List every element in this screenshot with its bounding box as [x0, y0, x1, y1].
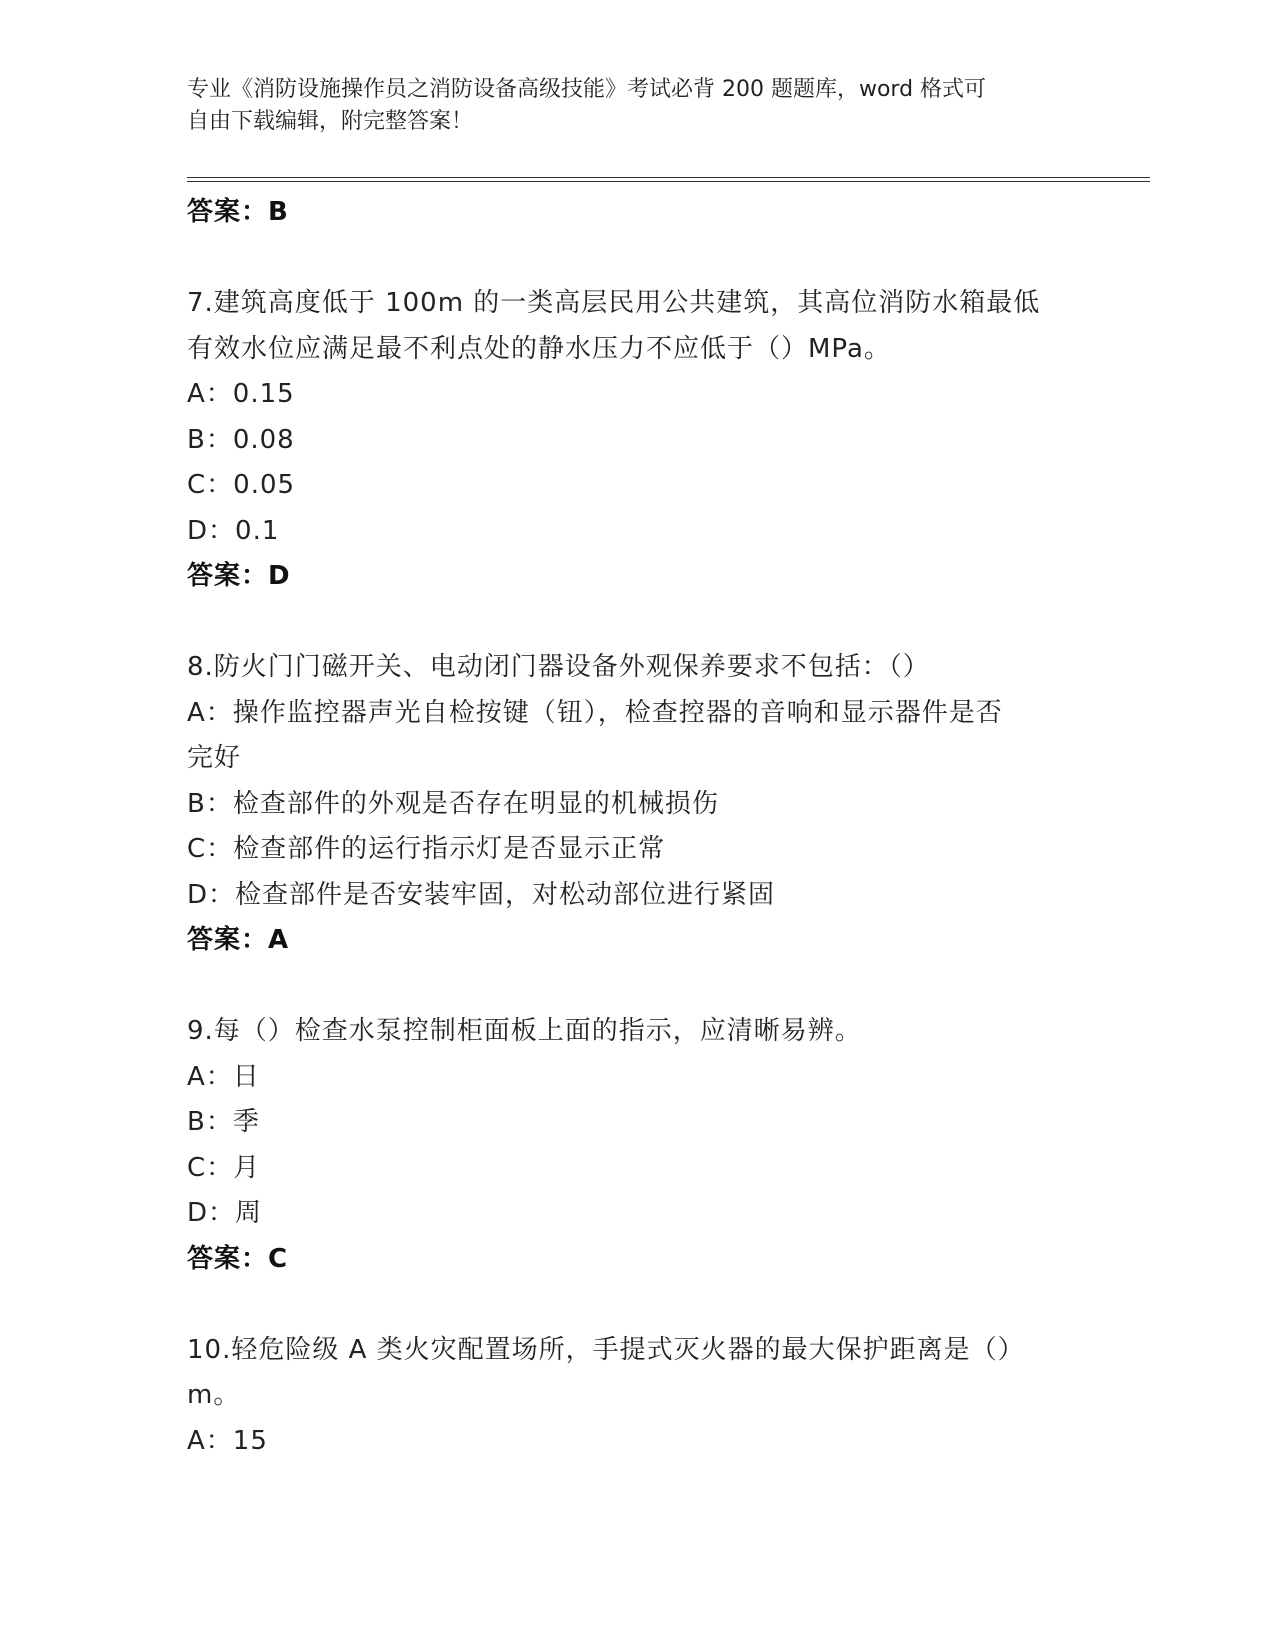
option-b: B：0.08 — [187, 424, 295, 455]
spacer — [187, 964, 1087, 1010]
answer: 答案：D — [187, 561, 291, 591]
previous-answer: 答案：B — [187, 197, 289, 227]
question-stem-line: m。 — [187, 1380, 241, 1410]
question-9 — [187, 1009, 1087, 1282]
header-divider-bottom — [187, 181, 1150, 182]
question-8 — [187, 645, 1087, 964]
document-header — [187, 74, 1067, 138]
option-c: C：检查部件的运行指示灯是否显示正常 — [187, 834, 666, 864]
option-a: A：日 — [187, 1061, 260, 1092]
question-stem-line: 10.轻危险级 A 类火灾配置场所，手提式灭火器的最大保护距离是（） — [187, 1334, 1025, 1365]
header-line-2: 自由下载编辑，附完整答案！ — [187, 109, 474, 134]
option-b: B：检查部件的外观是否存在明显的机械损伤 — [187, 788, 719, 819]
spacer — [187, 600, 1087, 646]
question-7 — [187, 281, 1087, 600]
option-d: D：检查部件是否安装牢固，对松动部位进行紧固 — [187, 879, 776, 910]
question-stem-line: 8.防火门门磁开关、电动闭门器设备外观保养要求不包括：（） — [187, 652, 930, 682]
option-d: D：周 — [187, 1198, 263, 1228]
question-stem-line: 7.建筑高度低于 100m 的一类高层民用公共建筑，其高位消防水箱最低 — [187, 288, 1041, 318]
header-line-1: 专业《消防设施操作员之消防设备高级技能》考试必背 200 题题库，word 格式可 — [187, 77, 987, 102]
answer: 答案：C — [187, 1243, 289, 1274]
answer: 答案：A — [187, 925, 290, 955]
question-stem-line: 有效水位应满足最不利点处的静水压力不应低于（）MPa。 — [187, 333, 891, 364]
option-a: A：操作监控器声光自检按键（钮），检查控器的音响和显示器件是否 — [187, 697, 1003, 728]
question-10 — [187, 1328, 1087, 1465]
option-c: C：月 — [187, 1152, 261, 1183]
option-c: C：0.05 — [187, 470, 296, 500]
option-a: A：0.15 — [187, 379, 295, 409]
question-list — [187, 190, 1087, 1464]
header-divider-top — [187, 177, 1150, 178]
spacer — [187, 236, 1087, 282]
option-d: D：0.1 — [187, 515, 280, 546]
option-b: B：季 — [187, 1107, 260, 1137]
question-stem-line: 9.每（）检查水泵控制柜面板上面的指示，应清晰易辨。 — [187, 1016, 862, 1046]
option-a: A：15 — [187, 1425, 268, 1456]
option-a-continued: 完好 — [187, 743, 242, 773]
spacer — [187, 1282, 1087, 1328]
